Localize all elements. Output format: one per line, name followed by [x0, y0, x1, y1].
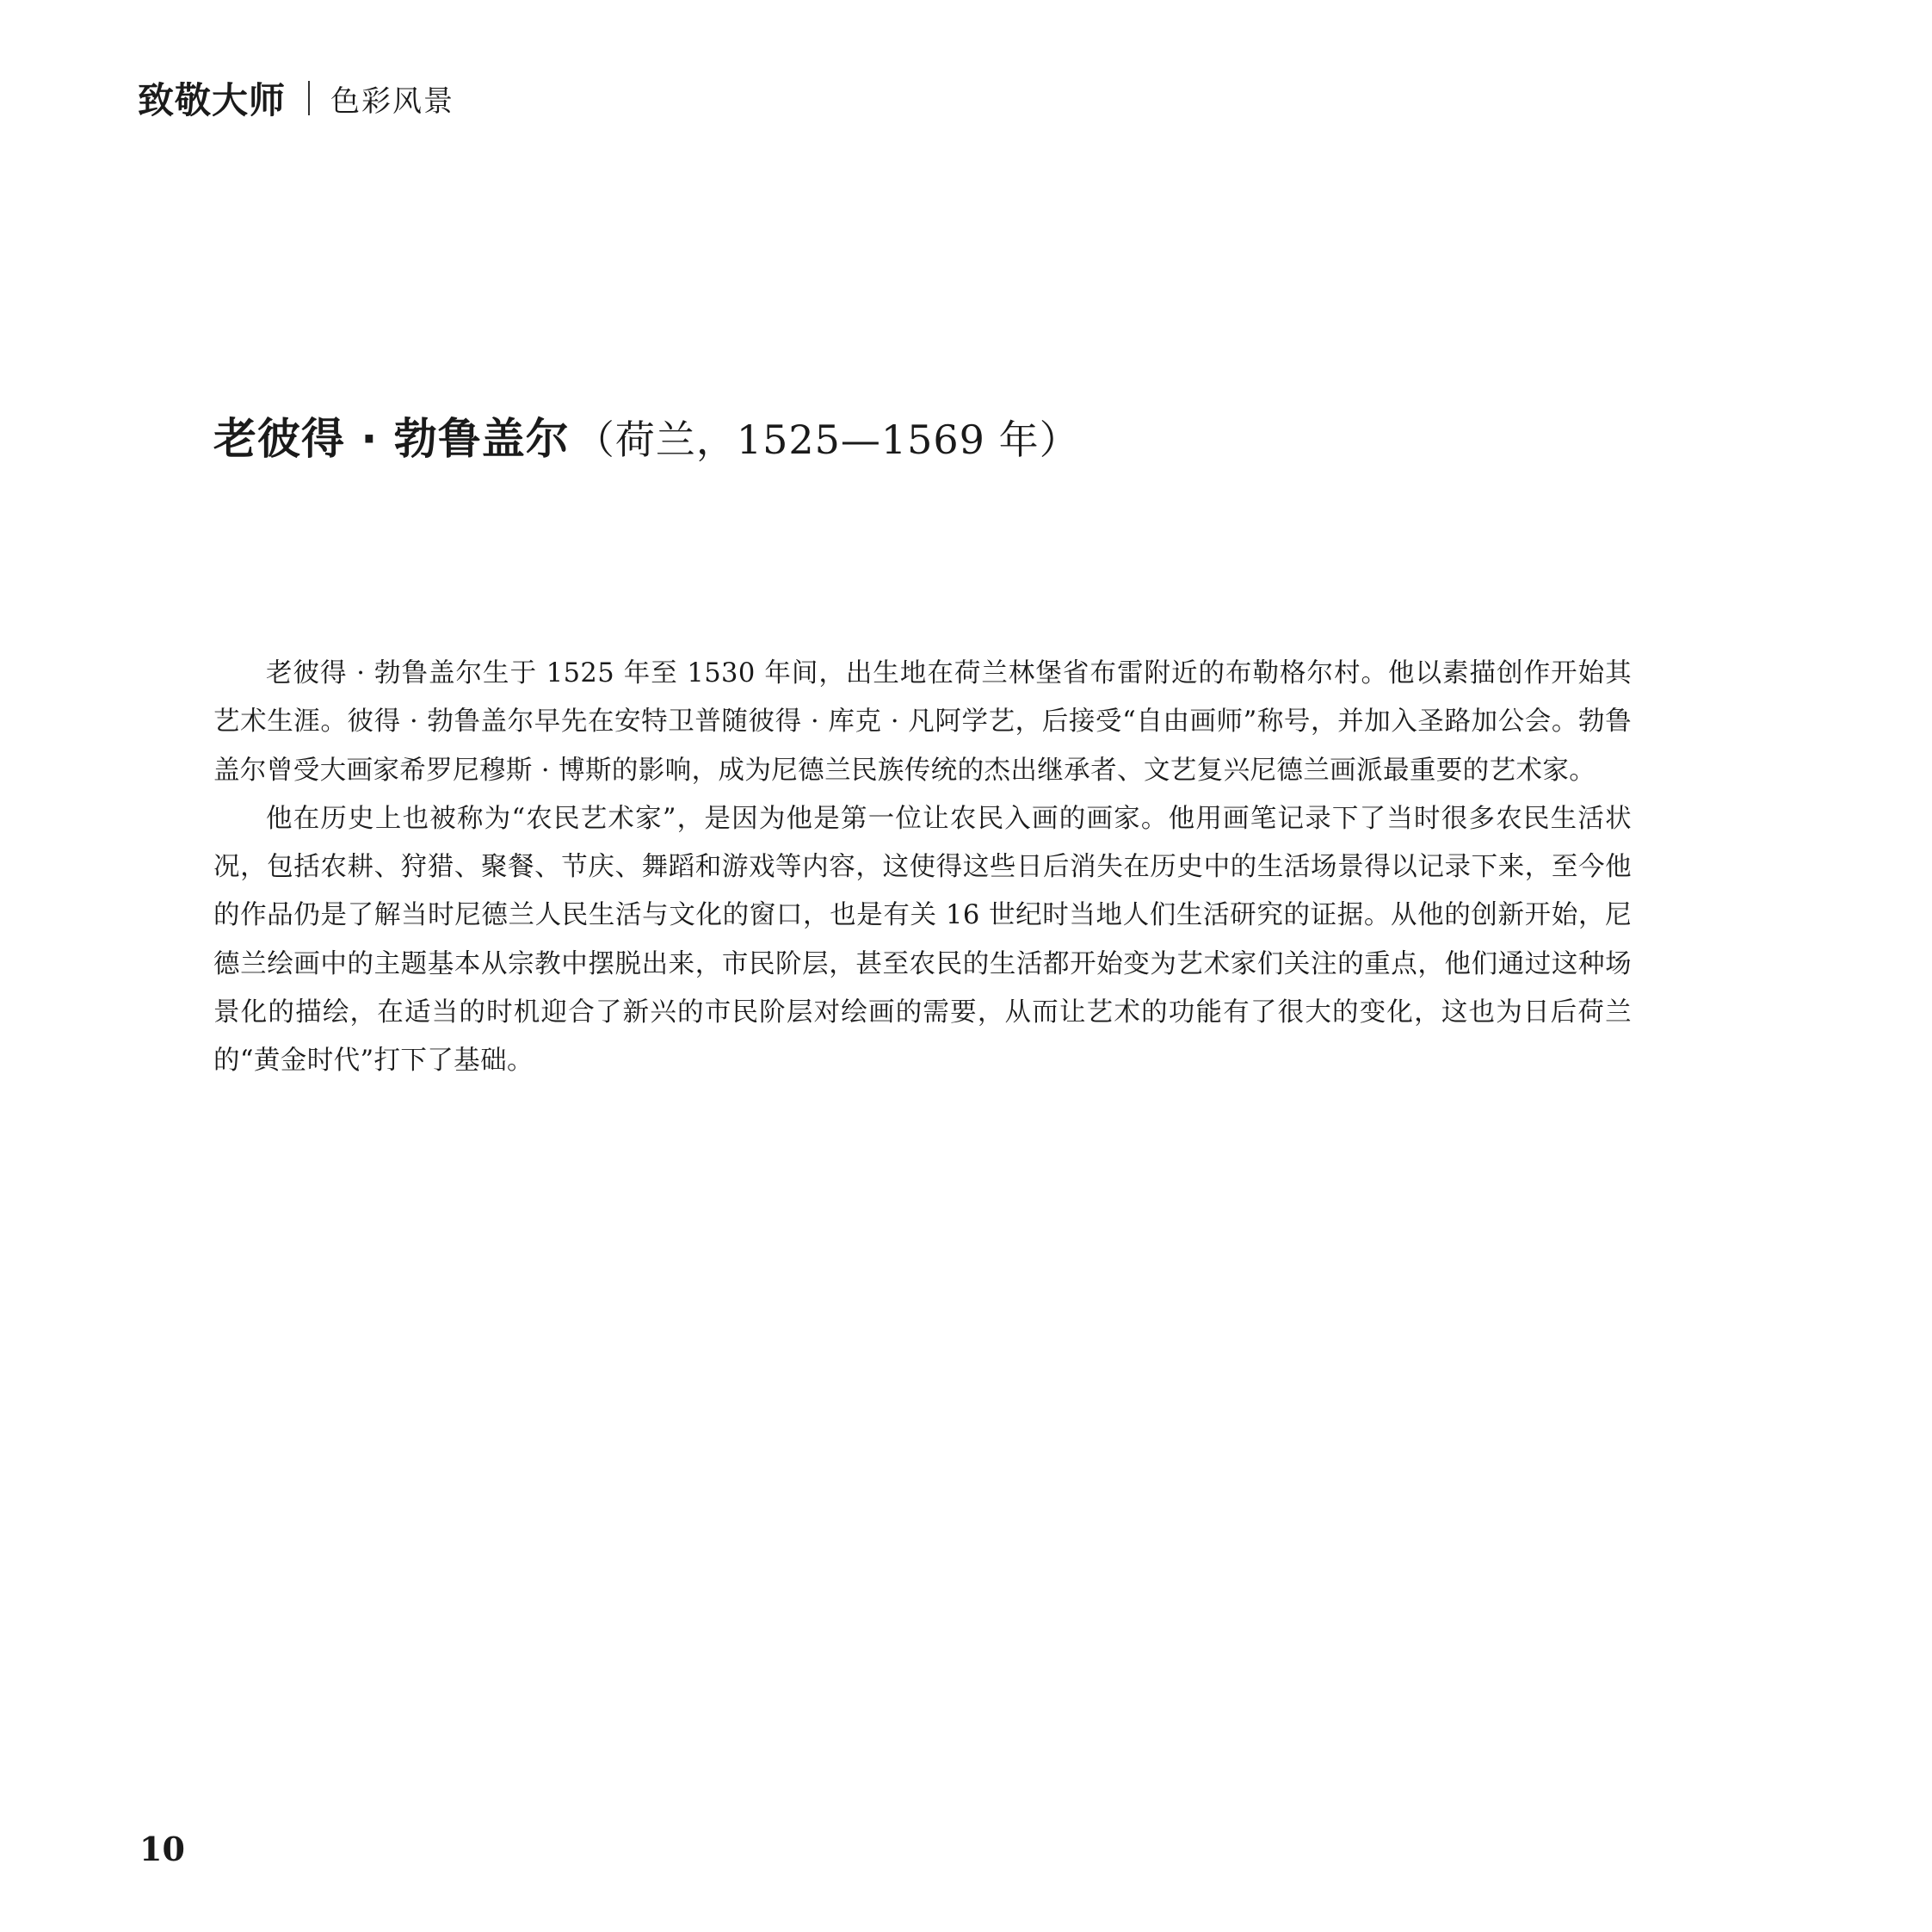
running-header [138, 72, 454, 124]
section-title: 色彩风景 [330, 83, 455, 119]
body-paragraph: 老彼得 · 勃鲁盖尔生于 1525 年至 1530 年间，出生地在荷兰林堡省布雷附近的布勒格尔村。他以素描创作开始其艺术生涯。彼得 · 勃鲁盖尔早先在安特卫普随彼得 · 库克 · 凡阿学艺，后接受“自由画师”称号，并加入圣路加公会。勃鲁盖尔曾受大画家希罗尼穆斯 · 博斯的影响，成为尼德兰民族传统的杰出继承者、文艺复兴尼德兰画派最重要的艺术家。 [213, 658, 1632, 786]
artist-origin-dates: （荷兰，1525—1569 年） [574, 417, 1080, 463]
page-number: 10 [139, 1830, 185, 1868]
header-divider [308, 81, 310, 115]
artist-name: 老彼得 · 勃鲁盖尔 [213, 414, 570, 464]
body-paragraph: 他在历史上也被称为“农民艺术家”，是因为他是第一位让农民入画的画家。他用画笔记录下了当时很多农民生活状况，包括农耕、狩猎、聚餐、节庆、舞蹈和游戏等内容，这使得这些日后消失在历史中的生活场景得以记录下来，至今他的作品仍是了解当时尼德兰人民生活与文化的窗口，也是有关 16 世纪时当地人们生活研究的证据。从他的创新开始，尼德兰绘画中的主题基本从宗教中摆脱出来，市民阶层，甚至农民的生活都开始变为艺术家们关注的重点，他们通过这种场景化的描绘，在适当的时机迎合了新兴的市民阶层对绘画的需要，从而让艺术的功能有了很大的变化，这也为日后荷兰的“黄金时代”打下了基础。 [213, 803, 1632, 1077]
series-title: 致敬大师 [138, 79, 287, 121]
article-body [213, 650, 1632, 1086]
article-heading [213, 404, 1080, 465]
